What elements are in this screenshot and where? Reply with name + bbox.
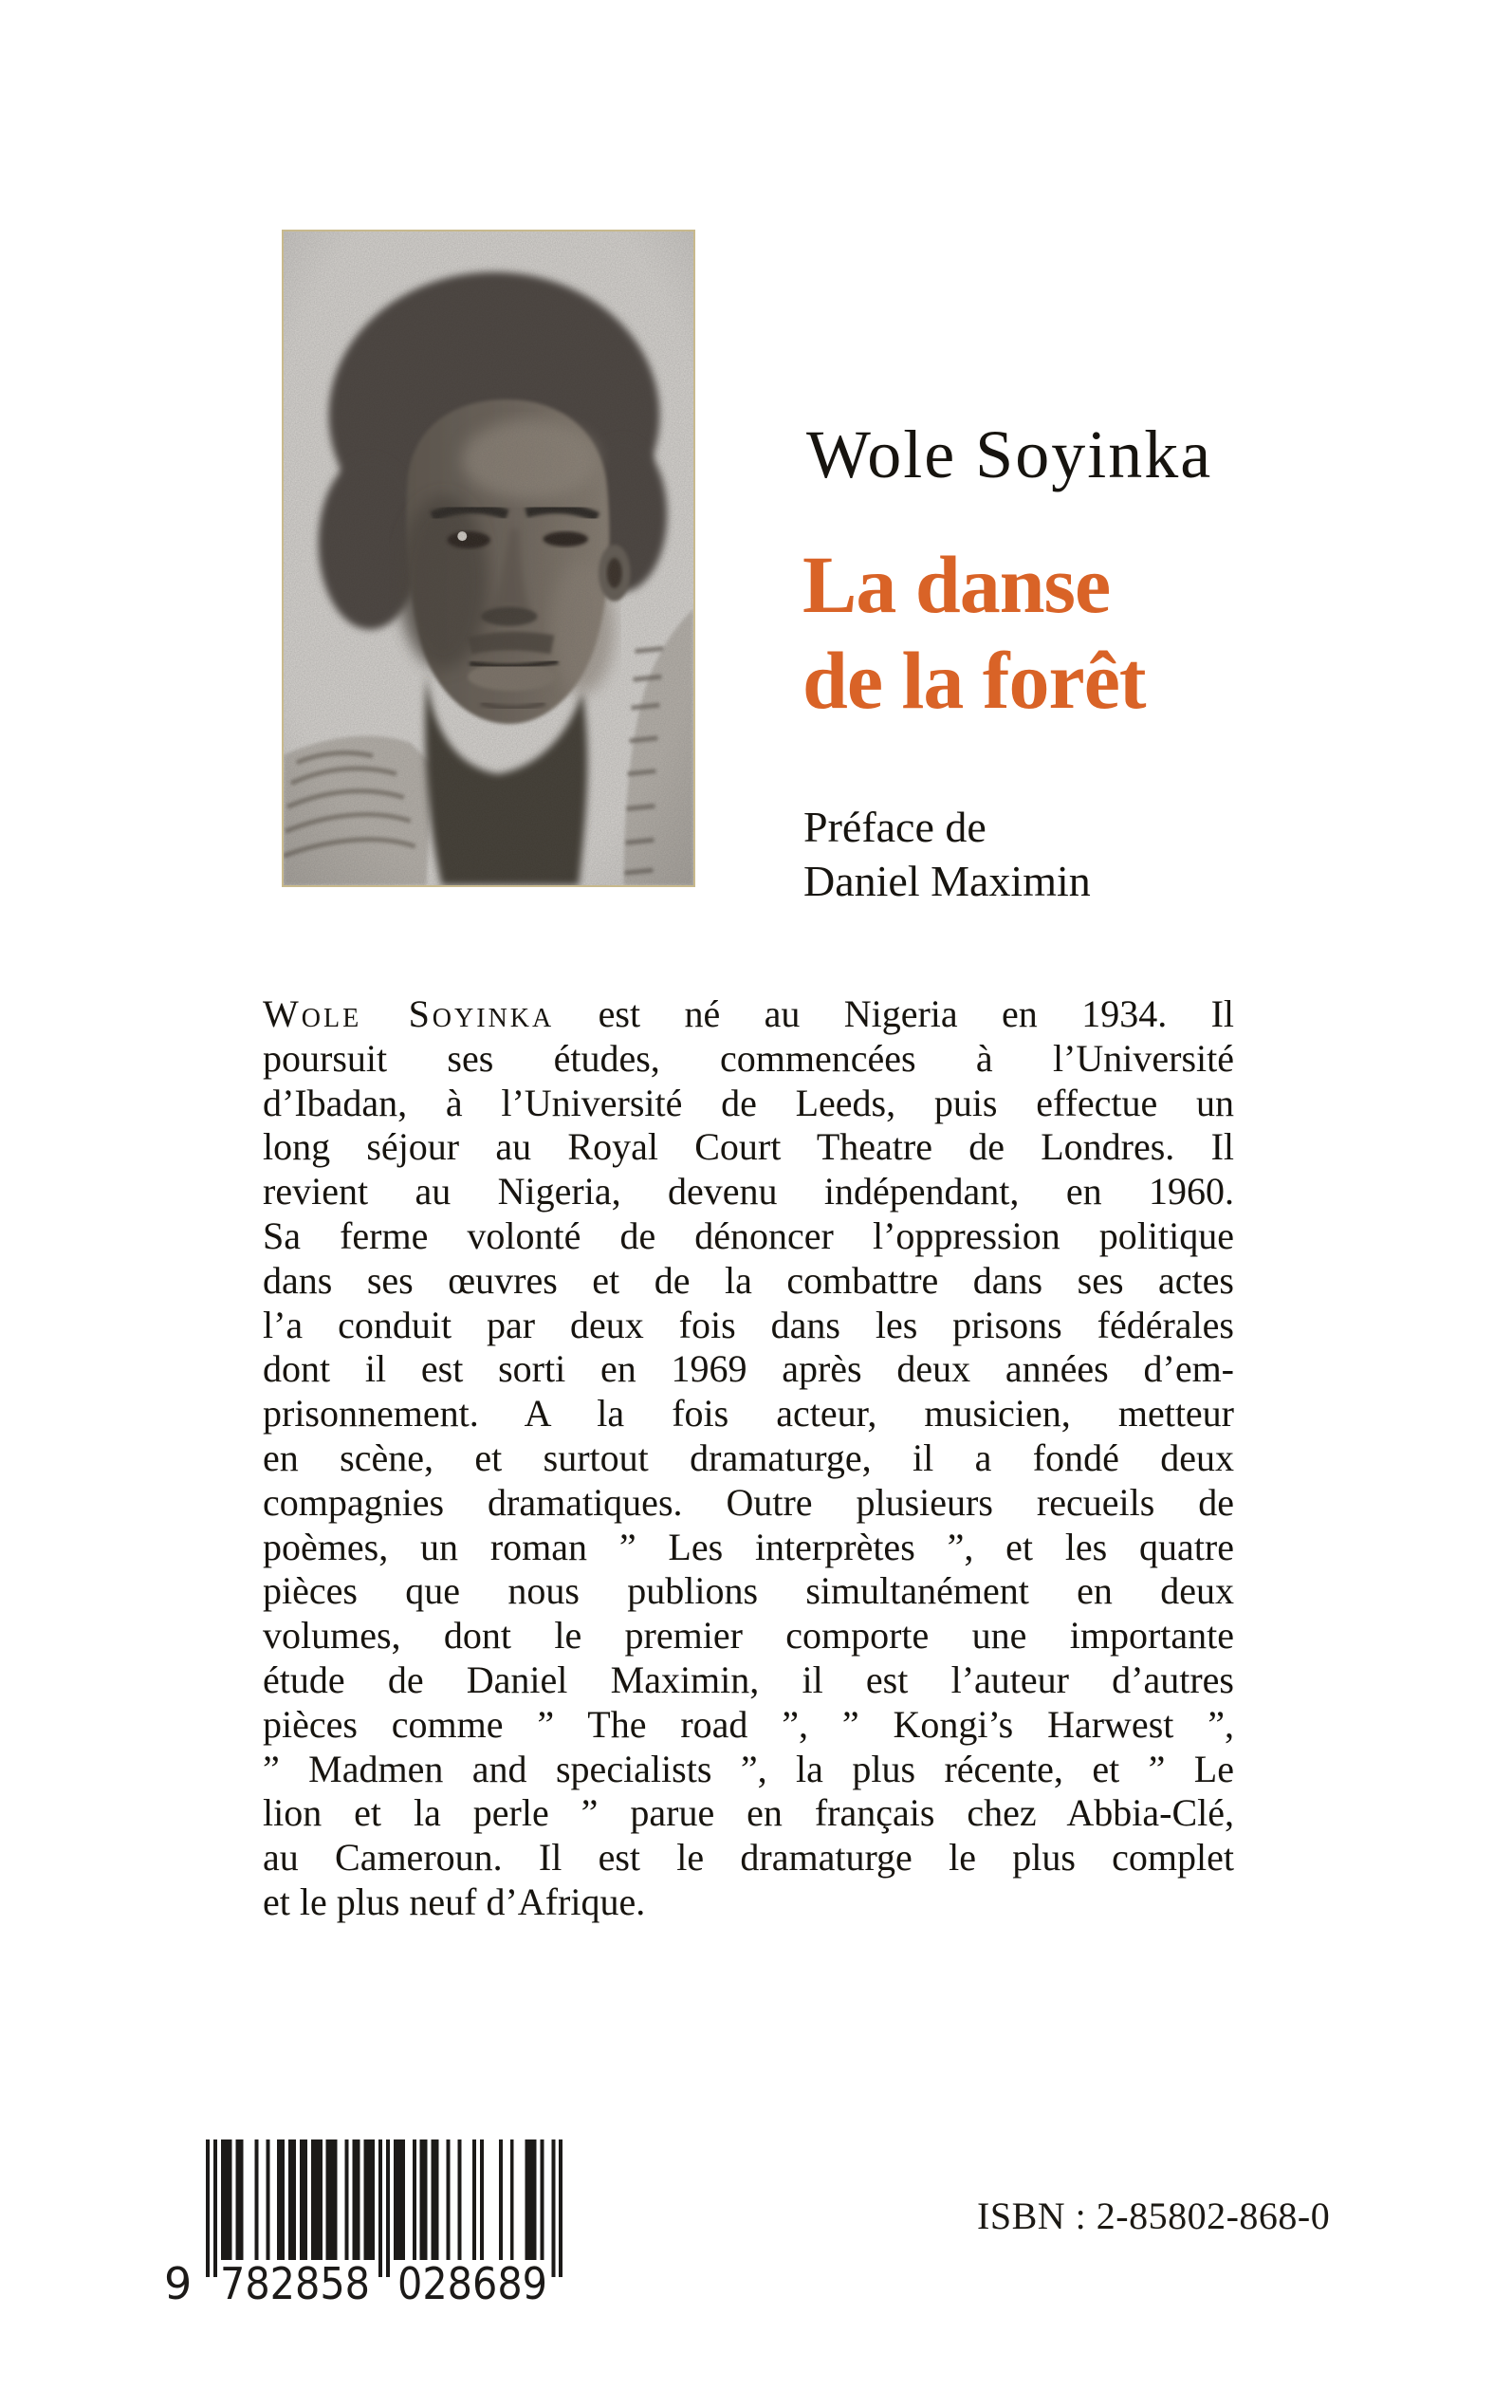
- bio-line: prisonnement. A la fois acteur, musicien, metteur: [263, 1392, 1234, 1436]
- bio-line: Wole Soyinka est né au Nigeria en 1934. Il: [263, 992, 1235, 1035]
- preface-line2: Daniel Maximin: [803, 857, 1091, 905]
- bio-line: et le plus neuf d’Afrique.: [263, 1880, 646, 1923]
- bio-line: d’Ibadan, à l’Université de Leeds, puis effectue un: [263, 1081, 1234, 1124]
- bio-line: dans ses œuvres et de la combattre dans ses actes: [263, 1258, 1234, 1302]
- bio-line: revient au Nigeria, devenu indépendant, en 1960.: [263, 1170, 1234, 1213]
- bio-line: au Cameroun. Il est le dramaturge le plus complet: [263, 1836, 1234, 1880]
- bio-line: pièces comme ” The road ”, ” Kongi’s Harwest ”,: [263, 1702, 1234, 1746]
- bio-line: poèmes, un roman ” Les interprètes ”, et les quatre: [263, 1525, 1234, 1568]
- preface-line1: Préface de: [803, 803, 986, 851]
- bio-line: long séjour au Royal Court Theatre de Londres. Il: [263, 1125, 1234, 1169]
- bio-line: en scène, et surtout dramaturge, il a fondé deux: [263, 1436, 1234, 1479]
- bio-line: l’a conduit par deux fois dans les prisons fédérales: [263, 1303, 1234, 1346]
- ean13-barcode: [152, 2135, 588, 2320]
- author-portrait-photo: [282, 230, 695, 887]
- book-title-line1: La danse: [802, 539, 1111, 630]
- bio-line: dont il est sorti en 1969 après deux années d’em-: [263, 1347, 1234, 1391]
- biography-paragraph: [263, 992, 1234, 1925]
- barcode-digit-left: 9: [164, 2258, 193, 2309]
- bio-line: poursuit ses études, commencées à l’Université: [263, 1036, 1234, 1080]
- bio-lead-smallcaps: Wole Soyinka: [263, 992, 555, 1035]
- barcode-bars: [152, 2135, 588, 2320]
- book-title-line2: de la forêt: [802, 635, 1146, 726]
- barcode-digits-group1: 782858: [220, 2258, 370, 2309]
- bio-line: compagnies dramatiques. Outre plusieurs recueils de: [263, 1480, 1234, 1524]
- bio-line: pièces que nous publions simultanément en deux: [263, 1569, 1234, 1613]
- portrait-illustration: [284, 232, 693, 885]
- bio-line: lion et la perle ” parue en français chez Abbia-Clé,: [263, 1791, 1234, 1835]
- isbn-text: ISBN : 2-85802-868-0: [977, 2195, 1331, 2237]
- book-title: [802, 537, 1146, 729]
- bio-line: Sa ferme volonté de dénoncer l’oppression politique: [263, 1213, 1234, 1257]
- barcode-digits-group2: 028689: [397, 2258, 547, 2309]
- bio-line: volumes, dont le premier comporte une importante: [263, 1614, 1234, 1658]
- preface-credit: [803, 800, 1091, 908]
- author-name: Wole Soyinka: [806, 417, 1213, 492]
- bio-line: ” Madmen and specialists ”, la plus récente, et ” Le: [263, 1747, 1234, 1790]
- bio-line: étude de Daniel Maximin, il est l’auteur d’autres: [263, 1658, 1234, 1701]
